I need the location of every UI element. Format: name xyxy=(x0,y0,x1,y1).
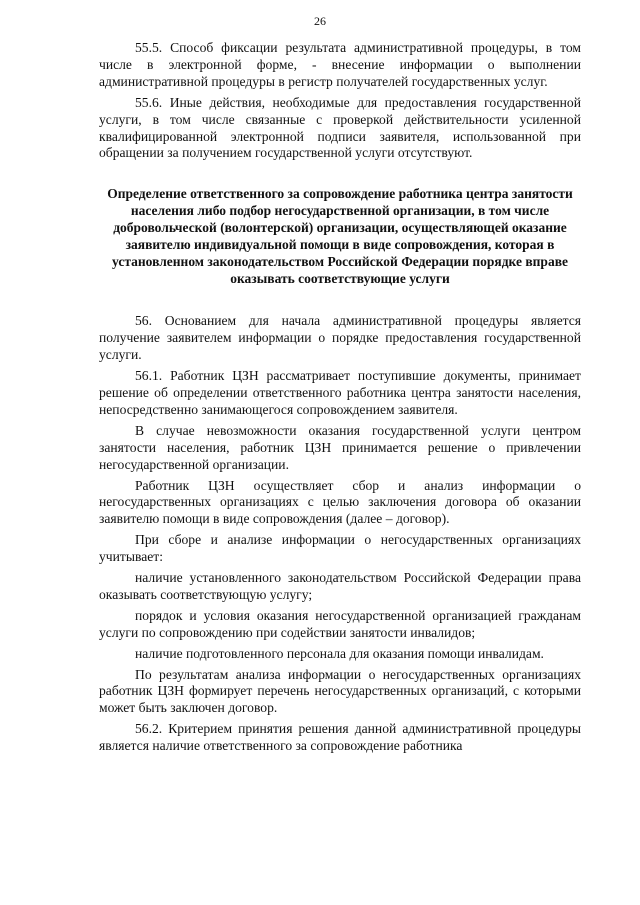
paragraph-56-1: 56.1. Работник ЦЗН рассматривает поступившие документы, принимает решение об определении ответственного работника центра занятости населения, непосредственно занимающегося сопровождением заявителя. xyxy=(99,368,581,417)
paragraph: При сборе и анализе информации о негосударственных организациях учитывает: xyxy=(99,532,581,565)
list-item: наличие установленного законодательством Российской Федерации права оказывать соответствующую услугу; xyxy=(99,570,581,602)
paragraph-56-2: 56.2. Критерием принятия решения данной административной процедуры является наличие ответственного за сопровождение работника xyxy=(99,721,581,754)
page-number: 26 xyxy=(314,14,326,28)
list-item: наличие подготовленного персонала для оказания помощи инвалидам. xyxy=(135,645,544,661)
paragraph: В случае невозможности оказания государственной услуги центром занятости населения, работник ЦЗН принимается решение о привлечении негосударственной организации. xyxy=(99,422,581,472)
paragraph-56: 56. Основанием для начала административной процедуры является получение заявителем информации о порядке предоставления государственной услуги. xyxy=(99,313,581,363)
paragraph-55-5: 55.5. Способ фиксации результата административной процедуры, в том числе в электронной форме, - внесение информации о выполнении административной процедуры в регистр получателей государственных услуг. xyxy=(99,40,581,89)
paragraph: По результатам анализа информации о негосударственных организациях работник ЦЗН формирует перечень негосударственных организаций, с которыми может быть заключен договор. xyxy=(99,666,581,716)
list-item: порядок и условия оказания негосударственной организацией гражданам услуги по сопровождению при содействии занятости инвалидов; xyxy=(99,607,581,640)
section-heading: Определение ответственного за сопровождение работника центра занятости населения либо подбор негосударственной организации, в том числе добровольческой (волонтерской) организации, осуществляющей оказание заявителю индивидуальной помощи в виде сопровождения, которая в установленном законодательством Российской Федерации порядке вправе оказывать соответствующие услуги xyxy=(107,186,573,287)
paragraph: Работник ЦЗН осуществляет сбор и анализ информации о негосударственных организациях с целью заключения договора об оказании заявителю помощи в виде сопровождения (далее – договор). xyxy=(99,477,581,527)
document-body xyxy=(99,40,581,759)
paragraph-55-6: 55.6. Иные действия, необходимые для предоставления государственной услуги, в том числе связанные с проверкой действительности усиленной квалифицированной электронной подписи заявителя, использованной при обращении за получением государственной услуги отсутствуют. xyxy=(99,94,581,161)
